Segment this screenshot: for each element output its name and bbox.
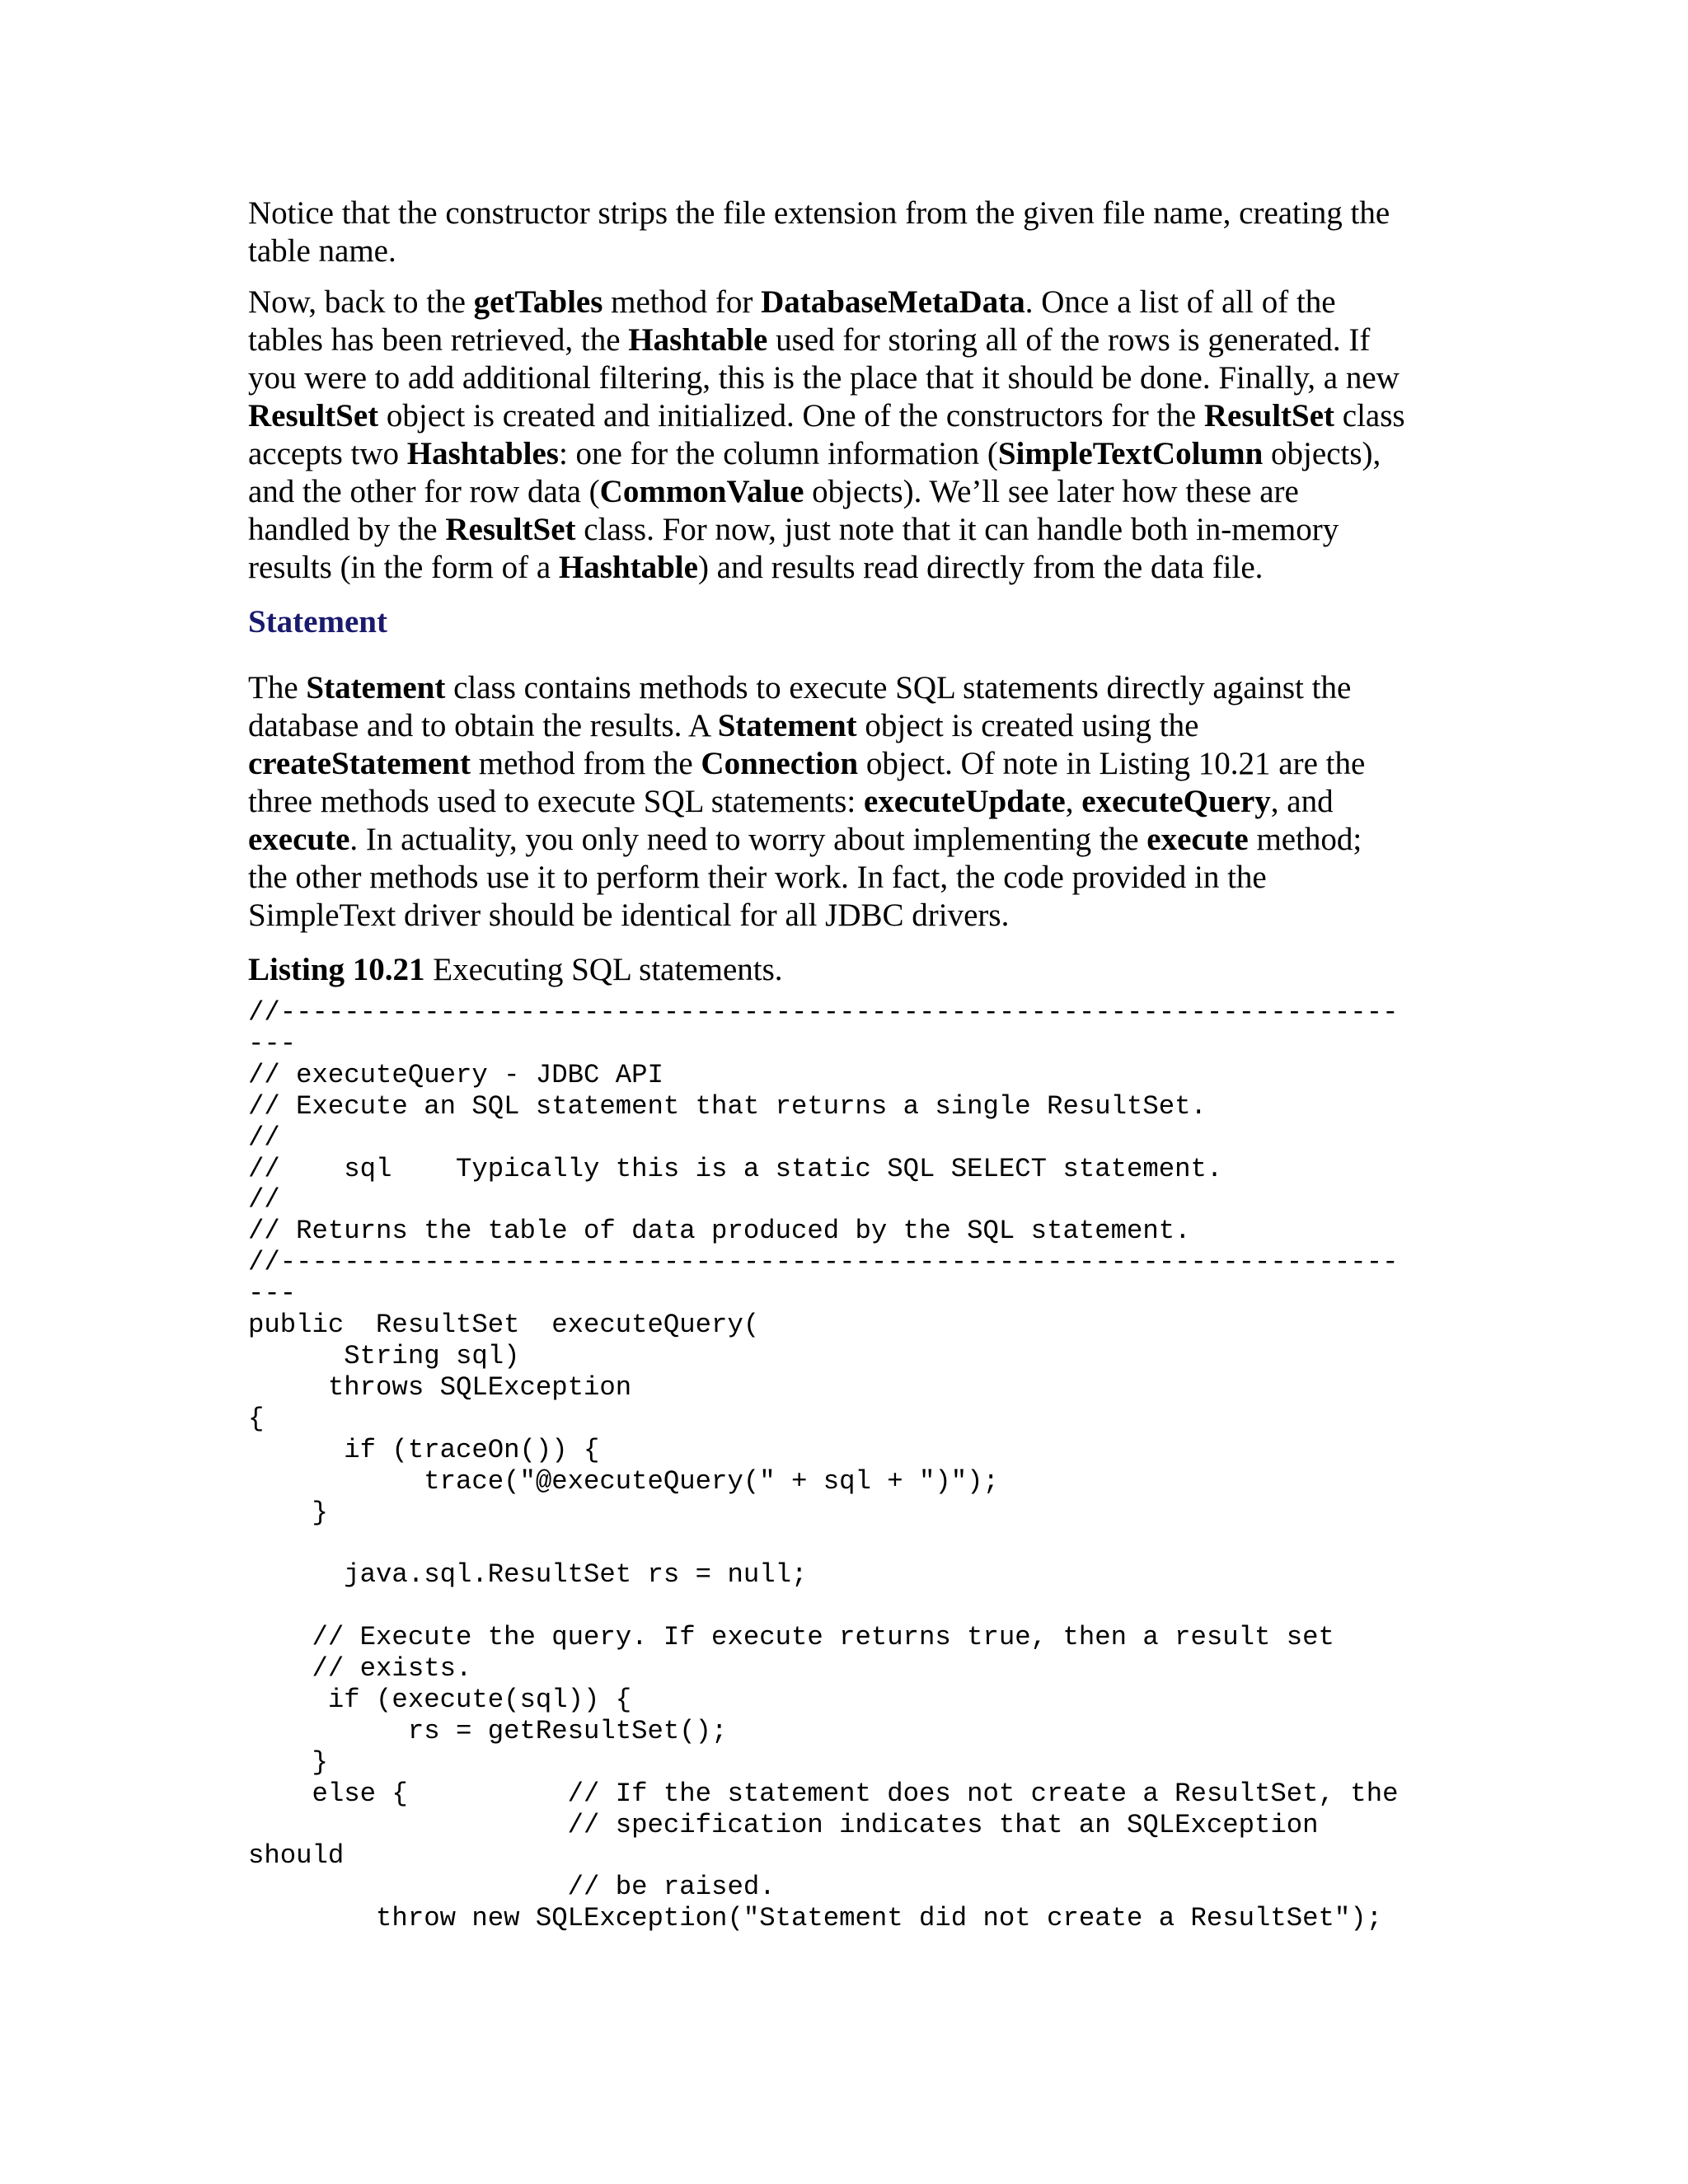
text-run: objects). We’ll see later how these are handled by the <box>248 474 1299 547</box>
bold-term: Hashtables <box>406 436 559 471</box>
code-listing: //---------------------------------------------------------------------- --- // executeQuery - JDBC API // Execute an SQL statement that returns a single ResultSet. // // sql Typically this is a static SQL SELECT statement. // // Returns the table of data produced by the SQL statement. //---------------------------------------------------------------------- --- public ResultSet executeQuery( String sql) throws SQLException { if (traceOn()) { trace("@executeQuery(" + sql + ")"); } java.sql.ResultSet rs = null; // Execute the query. If execute returns true, then a result set // exists. if (execute(sql)) { rs = getResultSet(); } else { // If the statement does not create a ResultSet, the // specification indicates that an SQLException should // be raised. throw new SQLException("Statement did not create a ResultSet"); <box>248 997 1399 1934</box>
text-run: class accepts two <box>248 398 1405 471</box>
bold-term: Connection <box>701 746 859 781</box>
paragraph-constructor-note <box>248 194 1451 270</box>
bold-term: getTables <box>473 284 603 320</box>
bold-term: DatabaseMetaData <box>761 284 1025 320</box>
text-run: Now, back to the <box>248 284 474 320</box>
text-run: method from the <box>470 746 701 781</box>
bold-term: Hashtable <box>558 550 698 585</box>
text-run: class. For now, just note that it can handle both in-memory results (in the form of a <box>248 512 1339 585</box>
text-run: : one for the column information ( <box>558 436 998 471</box>
text-run: , and <box>1270 784 1334 819</box>
bold-term: executeQuery <box>1081 784 1271 819</box>
text-run: used for storing all of the rows is generated. If you were to add additional filtering, this is the place that it should be done. Finally, a new <box>248 322 1400 396</box>
bold-term: Hashtable <box>628 322 768 358</box>
text-run: Executing SQL statements. <box>424 952 783 987</box>
page-content <box>248 194 1451 1934</box>
text-run: method for <box>603 284 762 320</box>
listing-caption <box>248 951 1451 989</box>
text-run: objects), and the other for row data ( <box>248 436 1381 509</box>
text-run: method; the other methods use it to perform their work. In fact, the code provided in the SimpleText driver should be identical for all JDBC drivers. <box>248 822 1362 933</box>
text-run: object is created and initialized. One of the constructors for the <box>378 398 1204 434</box>
paragraph-statement-class <box>248 669 1451 935</box>
text-run: Notice that the constructor strips the file extension from the given file name, creating the table name. <box>248 195 1390 269</box>
text-run: ) and results read directly from the data file. <box>697 550 1264 585</box>
bold-term: createStatement <box>248 746 471 781</box>
bold-term: ResultSet <box>445 512 576 547</box>
text-run: . In actuality, you only need to worry about implementing the <box>349 822 1147 857</box>
text-run: class contains methods to execute SQL statements directly against the database and to obtain the results. A <box>248 670 1352 743</box>
text-run: object. Of note in Listing 10.21 are the three methods used to execute SQL statements: <box>248 746 1366 819</box>
section-heading-statement: Statement <box>248 604 387 640</box>
paragraph-gettables <box>248 284 1451 587</box>
bold-term: ResultSet <box>248 398 379 434</box>
bold-term: executeUpdate <box>863 784 1066 819</box>
text-run: . Once a list of all of the tables has been retrieved, the <box>248 284 1336 358</box>
bold-term: Listing 10.21 <box>248 952 425 987</box>
bold-term: execute <box>1146 822 1249 857</box>
bold-term: CommonValue <box>599 474 804 509</box>
bold-term: execute <box>248 822 350 857</box>
text-run: , <box>1065 784 1082 819</box>
text-run: object is created using the <box>865 708 1199 743</box>
bold-term: Statement <box>717 708 857 743</box>
bold-term: SimpleTextColumn <box>997 436 1264 471</box>
bold-term: ResultSet <box>1203 398 1335 434</box>
bold-term: Statement <box>306 670 446 705</box>
text-run: The <box>248 670 307 705</box>
